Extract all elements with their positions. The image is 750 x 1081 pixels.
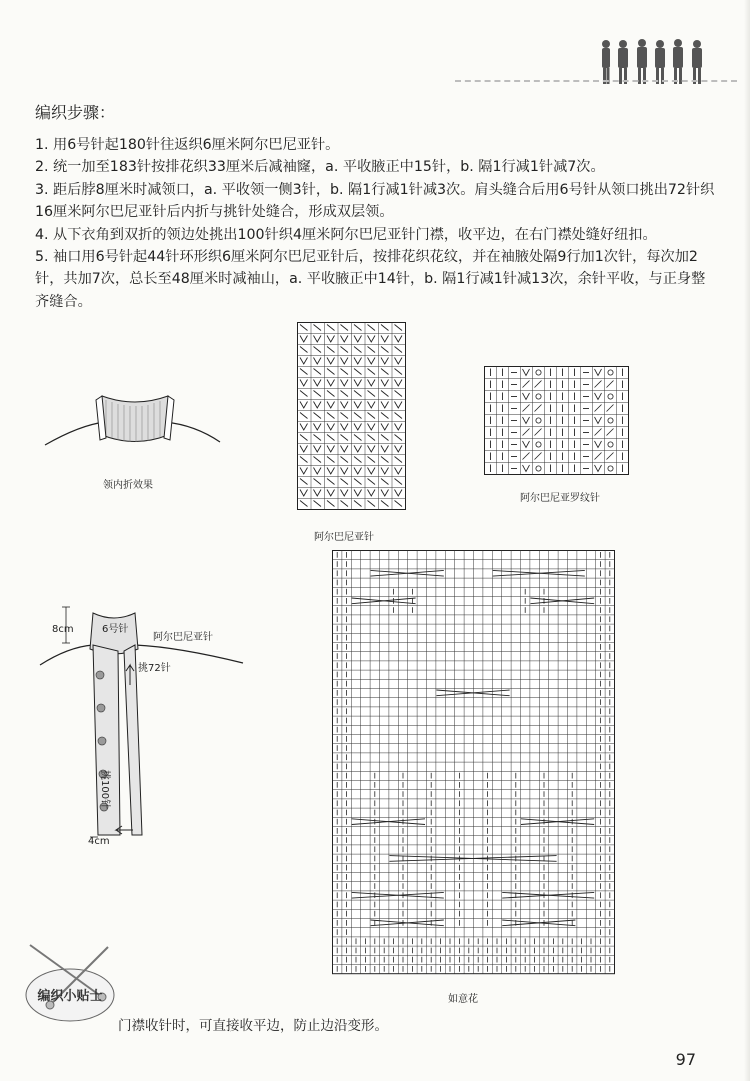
placket-pickup-collar: 挑72针 [138,663,171,674]
collar-caption: 领内折效果 [103,480,153,491]
knitting-tip-badge-icon [20,935,120,1030]
rib-grid [484,366,634,478]
header-dashed-rule [455,80,737,82]
step-4: 4. 从下衣角到双折的领边处挑出100针织4厘米阿尔巴尼亚针门襟，收平边，在右门襟处缝好纽扣。 [35,226,657,243]
collar-fold-illustration [40,380,230,470]
step-1: 1. 用6号针起180针往返织6厘米阿尔巴尼亚针。 [35,137,340,153]
people-silhouettes-icon [598,38,718,86]
albanian-stitch-chart [297,322,409,512]
ruyi-flower-chart [332,550,618,980]
albanian-caption: 阿尔巴尼亚针 [314,532,374,543]
page-number: 97 [675,1050,696,1069]
placket-stitch-label: 阿尔巴尼亚针 [153,632,213,643]
step-3: 3. 距后脖8厘米时减领口，a. 平收领一侧3针，b. 隔1行减1针减3次。肩头缝合后用6号针从领口挑出72针织16厘米阿尔巴尼亚针后内折与挑针处缝合，形成双层领。 [35,181,715,221]
page-edge [744,0,750,1081]
albanian-rib-chart [484,366,634,478]
step-5: 5. 袖口用6号针起44针环形织6厘米阿尔巴尼亚针后，按排花织花纹，并在袖腋处隔9行加1次针，每次加2针，共加7次，总长至48厘米时减袖山，a. 平收腋正中14针，b. 隔1行减1针减13次，余针平收，与正身整齐缝合。 [35,249,706,310]
tip-text: 门襟收针时，可直接收平边，防止边沿变形。 [118,1018,388,1034]
placket-dim-bottom: 4cm [88,836,110,847]
placket-needle-label: 6号针 [102,624,129,635]
section-heading: 编织步骤： [35,103,116,122]
placket-illustration [38,605,248,850]
placket-dim-top: 8cm [52,624,74,635]
albanian-grid [297,322,409,512]
steps-list [35,134,715,313]
rib-caption: 阿尔巴尼亚罗纹针 [520,493,600,504]
ruyi-grid [332,550,618,980]
ruyi-caption: 如意花 [448,994,478,1005]
tip-badge-label: 编织小贴士 [37,989,103,1004]
placket-pickup-front: 挑100针 [99,770,110,810]
step-2: 2. 统一加至183针按排花织33厘米后减袖窿，a. 平收腋正中15针，b. 隔1行减1针减7次。 [35,159,605,176]
